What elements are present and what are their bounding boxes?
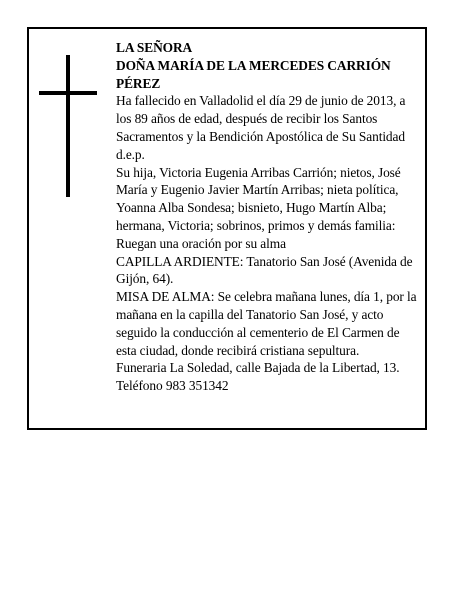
prayer-request: Ruegan una oración por su alma: [116, 235, 286, 251]
cross-horizontal-bar: [39, 91, 97, 95]
notice-text-block: [116, 39, 421, 395]
cross-icon: [39, 55, 97, 197]
family-list: Su hija, Victoria Eugenia Arribas Carrión; nietos, José María y Eugenio Javier Martín Arribas; nieta política, Yoanna Alba Sondesa; bisnieto, Hugo Martín Alba; hermana, Victoria; sobrinos, primos y demás familia:: [116, 164, 401, 233]
chapel-info: CAPILLA ARDIENTE: Tanatorio San José (Avenida de Gijón, 64).: [116, 253, 413, 287]
mass-info: MISA DE ALMA: Se celebra mañana lunes, día 1, por la mañana en la capilla del Tanatorio San José, y acto seguido la conducción al cementerio de El Carmen de esta ciudad, donde recibirá cristiana sepultura.: [116, 289, 417, 358]
death-announcement: Ha fallecido en Valladolid el día 29 de junio de 2013, a los 89 años de edad, después de recibir los Santos Sacramentos y la Bendición Apostólica de Su Santidad: [116, 93, 406, 144]
notice-title: LA SEÑORA: [116, 40, 193, 55]
obituary-notice: [27, 27, 427, 430]
deceased-name: DOÑA MARÍA DE LA MERCEDES CARRIÓN PÉREZ: [116, 57, 391, 91]
phone-number: Teléfono 983 351342: [116, 378, 229, 394]
rip-text: d.e.p.: [116, 146, 145, 162]
cross-vertical-bar: [66, 55, 70, 197]
funeral-home: Funeraria La Soledad, calle Bajada de la Libertad, 13.: [116, 360, 400, 376]
